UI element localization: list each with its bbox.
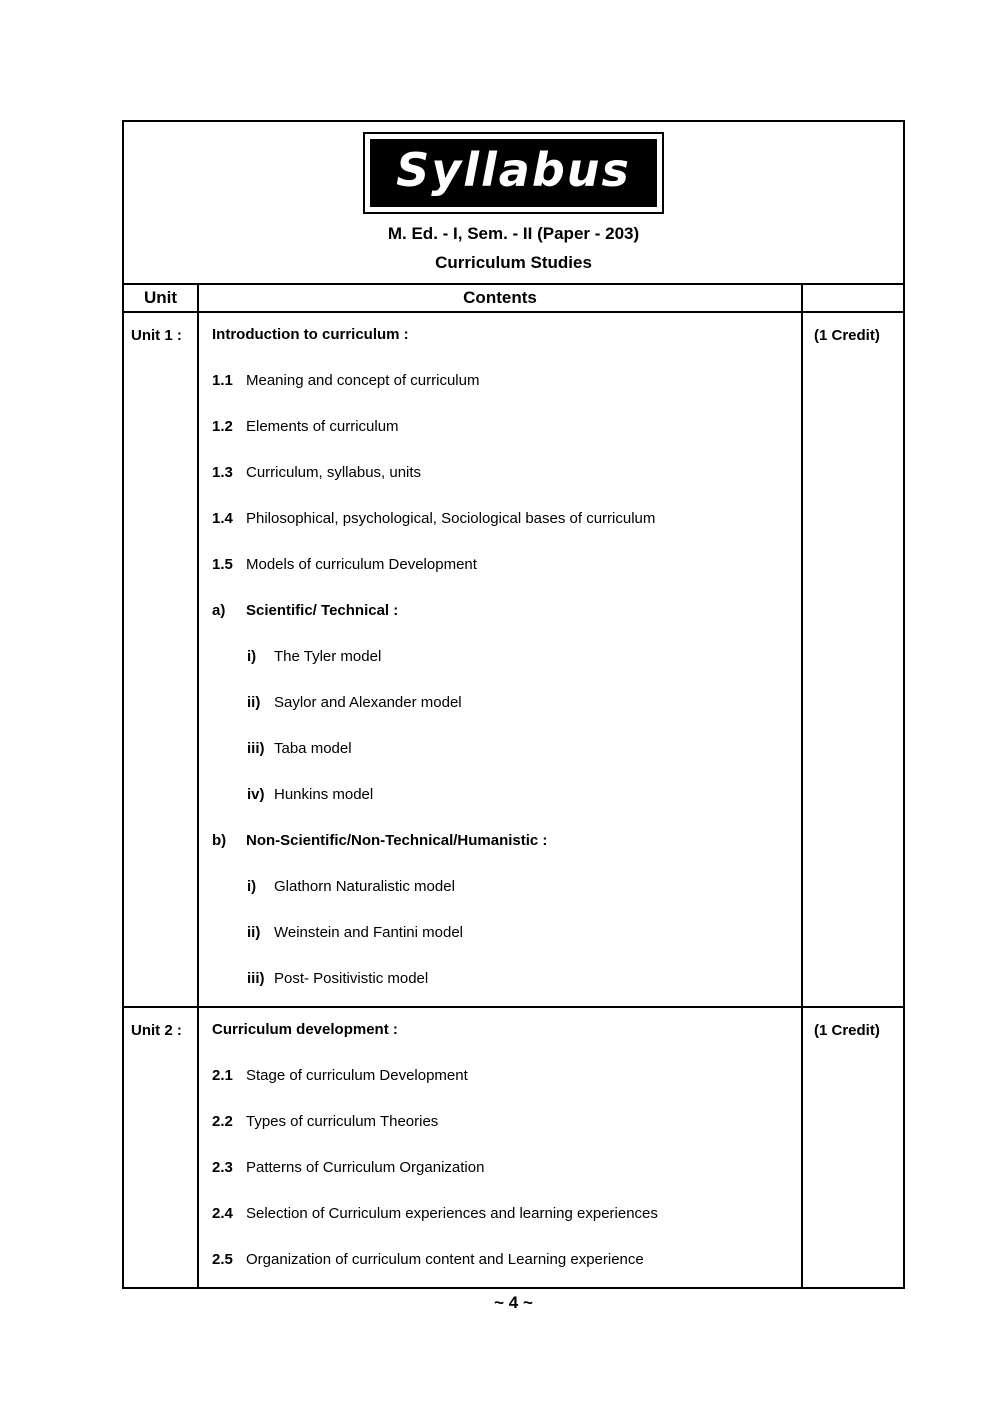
content-item [212,1251,791,1269]
content-item [247,878,791,896]
table-header-row [124,283,903,313]
content-item [212,832,791,850]
unit-label: Unit 1 : [131,327,182,344]
content-item [212,1159,791,1177]
item-text: Philosophical, psychological, Sociological bases of curriculum [246,510,656,527]
item-text: Types of curriculum Theories [246,1113,439,1130]
item-marker: 1.2 [212,418,233,435]
item-marker: iv) [247,786,265,803]
item-text: Post- Positivistic model [274,970,429,987]
item-text: Organization of curriculum content and Learning experience [246,1251,644,1268]
content-item [212,1113,791,1131]
content-item [212,372,791,390]
item-marker: 1.3 [212,464,233,481]
unit-row [124,313,903,1006]
content-item [247,970,791,988]
item-marker: 1.4 [212,510,233,527]
course-title: Curriculum Studies [435,253,592,272]
unit-row [124,1006,903,1287]
item-text: Selection of Curriculum experiences and learning experiences [246,1205,658,1222]
content-item [212,602,791,620]
syllabus-logo [363,132,664,214]
item-text: Stage of curriculum Development [246,1067,468,1084]
item-marker: i) [247,878,257,895]
table-body [124,313,903,1287]
item-text: Saylor and Alexander model [274,694,462,711]
item-text: Weinstein and Fantini model [274,924,463,941]
credit-label: (1 Credit) [814,1022,880,1039]
item-text: Meaning and concept of curriculum [246,372,480,389]
unit-credit-cell [803,1008,903,1287]
item-marker: 2.5 [212,1251,233,1268]
item-marker: 2.3 [212,1159,233,1176]
unit-title: Curriculum development : [212,1021,398,1038]
item-marker: 2.2 [212,1113,233,1130]
item-marker: 1.5 [212,556,233,573]
item-marker: a) [212,602,226,619]
document-header [124,122,903,283]
content-item [212,464,791,482]
content-item [247,924,791,942]
syllabus-table [122,120,905,1289]
item-marker: ii) [247,694,261,711]
unit-title: Introduction to curriculum : [212,326,409,343]
content-item [247,786,791,804]
item-text: Non-Scientific/Non-Technical/Humanistic : [246,832,548,849]
item-text: Hunkins model [274,786,374,803]
paper-subtitle: M. Ed. - I, Sem. - II (Paper - 203) [387,224,640,243]
item-text: Patterns of Curriculum Organization [246,1159,485,1176]
column-header-contents: Contents [199,285,803,311]
content-item [247,694,791,712]
content-item [212,510,791,528]
column-header-unit: Unit [124,285,199,311]
item-marker: 2.1 [212,1067,233,1084]
unit-label-cell [124,1008,199,1287]
unit-contents-cell [199,1008,803,1287]
item-marker: ii) [247,924,261,941]
item-marker: iii) [247,740,265,757]
syllabus-logo-box [370,139,657,207]
item-text: Taba model [274,740,352,757]
item-text: Models of curriculum Development [246,556,477,573]
content-item [212,1067,791,1085]
item-marker: 2.4 [212,1205,233,1222]
unit-label: Unit 2 : [131,1022,182,1039]
content-item [247,740,791,758]
page-number: ~ 4 ~ [494,1293,533,1312]
item-marker: b) [212,832,227,849]
column-header-credit [803,285,903,311]
unit-contents-cell [199,313,803,1006]
unit-label-cell [124,313,199,1006]
content-item [212,556,791,574]
item-text: Elements of curriculum [246,418,399,435]
content-item [212,1205,791,1223]
syllabus-logo-text: Syllabus [396,143,631,197]
item-marker: iii) [247,970,265,987]
item-text: The Tyler model [274,648,382,665]
credit-label: (1 Credit) [814,327,880,344]
content-item [247,648,791,666]
item-text: Curriculum, syllabus, units [246,464,422,481]
item-text: Scientific/ Technical : [246,602,399,619]
content-item [212,418,791,436]
item-marker: i) [247,648,257,665]
item-text: Glathorn Naturalistic model [274,878,455,895]
item-marker: 1.1 [212,372,233,389]
unit-credit-cell [803,313,903,1006]
